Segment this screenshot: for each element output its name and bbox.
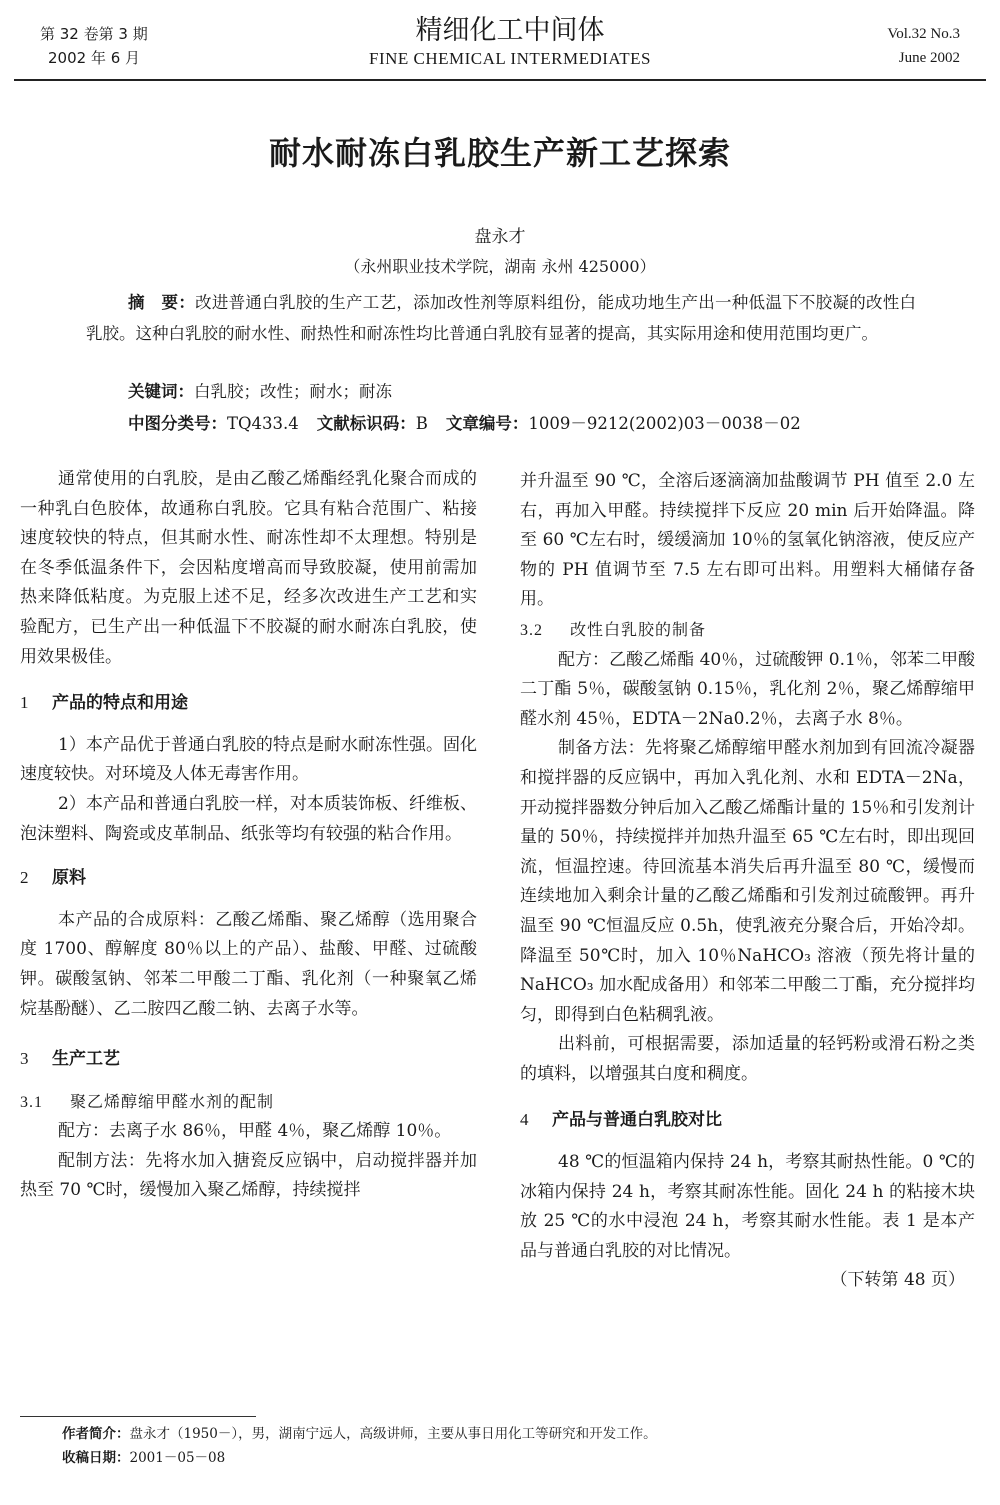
section-3-2-note: 出料前，可根据需要，添加适量的轻钙粉或滑石粉之类的填料，以增强其白度和稠度。 xyxy=(520,1034,975,1084)
article-no-label: 文章编号： xyxy=(445,414,529,433)
article-no-value: 1009－9212(2002)03－0038－02 xyxy=(528,414,801,433)
section-1-paragraph-2: 2）本产品和普通白乳胶一样，对本质装饰板、纤维板、泡沫塑料、陶瓷或皮革制品、纸张等均有较强的粘合作用。 xyxy=(20,793,477,844)
section-3-2-method: 制备方法：先将聚乙烯醇缩甲醛水剂加到有回流冷凝器和搅拌器的反应锅中，再加入乳化剂、水和 EDTA－2Na，开动搅拌器数分钟后加入乙酸乙烯酯计量的 15％和引发剂计量的 50％，持续搅拌并加热升温至 65 ℃左右时，即出现回流，恒温控速。待回流基本消失后再升温至 80 ℃，缓慢而连续地加入剩余计量的乙酸乙烯酯和引发剂过硫酸钾。再升温至 90 ℃恒温反应 0.5h，使乳液充分聚合后，开始冷却。降温至 50℃时，加入 10％NaHCO₃ 溶液（预先将计量的 NaHCO₃ 加水配成备用）和邻苯二甲酸二丁酯，充分搅拌均匀，即得到白色粘稠乳液。 xyxy=(520,738,975,1025)
volume-issue-cn: 第 32 卷第 3 期 xyxy=(40,25,148,43)
body-column-left xyxy=(20,465,477,1206)
section-1-heading: 1 产品的特点和用途 xyxy=(20,693,188,714)
keywords xyxy=(128,378,392,402)
section-1-paragraph-1: 1）本产品优于普通白乳胶的特点是耐水耐冻性强。固化速度较快。对环境及人体无毒害作用。 xyxy=(20,734,477,785)
header-rule xyxy=(14,79,986,81)
section-3-1-method: 配制方法：先将水加入搪瓷反应锅中，启动搅拌器并加热至 70 ℃时，缓慢加入聚乙烯醇，持续搅拌 xyxy=(20,1150,477,1201)
body-column-right xyxy=(520,467,975,1296)
author-name: 盘永才 xyxy=(474,227,526,247)
section-2-heading: 2 原料 xyxy=(20,868,86,889)
continued-paragraph: 并升温至 90 ℃，全溶后逐滴滴加盐酸调节 PH 值至 2.0 左右，再加入甲醛。持续搅拌下反应 20 min 后开始降温。降至 60 ℃左右时，缓缓滴加 10％的氢氧化钠溶液，使反应产物的 PH 值调节至 7.5 左右即可出料。用塑料大桶储存备用。 xyxy=(520,471,975,610)
abstract-label: 摘 要： xyxy=(128,293,196,312)
date-cn: 2002 年 6 月 xyxy=(48,49,141,67)
section-3-heading: 3 生产工艺 xyxy=(20,1049,120,1070)
received-value: 2001－05－08 xyxy=(129,1450,226,1466)
journal-name-cn: 精细化工中间体 xyxy=(415,15,605,46)
intro-paragraph: 通常使用的白乳胶，是由乙酸乙烯酯经乳化聚合而成的一种乳白色胶体，故通称白乳胶。它具有粘合范围广、粘接速度较快的特点，但其耐水性、耐冻性却不太理想。特别是在冬季低温条件下，会因粘度增高而导致胶凝，使用前需加热来降低粘度。为克服上述不足，经多次改进生产工艺和实验配方，已生产出一种低温下不胶凝的耐水耐冻白乳胶，使用效果极佳。 xyxy=(20,469,477,667)
date-en: June 2002 xyxy=(898,50,960,66)
bio-text: 盘永才（1950－），男，湖南宁远人，高级讲师，主要从事日用化工等研究和开发工作。 xyxy=(129,1426,657,1442)
section-4-heading: 4 产品与普通白乳胶对比 xyxy=(520,1110,722,1131)
volume-issue-en: Vol.32 No.3 xyxy=(887,26,960,42)
footnote-rule xyxy=(20,1416,256,1417)
journal-name-en: FINE CHEMICAL INTERMEDIATES xyxy=(368,49,652,68)
doc-code-label: 文献标识码： xyxy=(316,414,416,433)
article-title: 耐水耐冻白乳胶生产新工艺探索 xyxy=(268,134,731,172)
doc-code-value: B xyxy=(415,414,428,433)
author-bio xyxy=(62,1424,657,1444)
bio-label: 作者简介： xyxy=(62,1426,130,1442)
clc-label: 中图分类号： xyxy=(128,414,227,433)
received-label: 收稿日期： xyxy=(62,1450,130,1466)
section-2-paragraph: 本产品的合成原料：乙酸乙烯酯、聚乙烯醇（选用聚合度 1700、醇解度 80％以上的产品）、盐酸、甲醛、过硫酸钾。碳酸氢钠、邻苯二甲酸二丁酯、乳化剂（一种聚氧乙烯烷基酚醚）、乙二胺四乙酸二钠、去离子水等。 xyxy=(20,909,477,1019)
journal-header xyxy=(300,14,720,70)
continued-note: （下转第 48 页） xyxy=(830,1270,965,1291)
clc-value: TQ433.4 xyxy=(227,414,299,433)
header-left xyxy=(40,22,148,70)
classification-line xyxy=(128,410,801,434)
abstract xyxy=(86,287,916,349)
author-affiliation: （永州职业技术学院，湖南 永州 425000） xyxy=(344,257,656,276)
keywords-text: 白乳胶；改性；耐水；耐冻 xyxy=(194,382,392,401)
keywords-label: 关键词： xyxy=(128,382,194,401)
section-3-1-heading: 3.1 聚乙烯醇缩甲醛水剂的配制 xyxy=(20,1091,275,1111)
section-4-paragraph: 48 ℃的恒温箱内保持 24 h，考察其耐热性能。0 ℃的冰箱内保持 24 h，考察其耐冻性能。固化 24 h 的粘接木块放 25 ℃的水中浸泡 24 h，考察其耐水性能。表 1 是本产品与普通白乳胶的对比情况。 xyxy=(520,1152,975,1261)
header-right xyxy=(887,22,960,70)
section-3-2-heading: 3.2 改性白乳胶的制备 xyxy=(520,619,707,639)
abstract-text: 改进普通白乳胶的生产工艺，添加改性剂等原料组份，能成功地生产出一种低温下不胶凝的改性白乳胶。这种白乳胶的耐水性、耐热性和耐冻性均比普通白乳胶有显著的提高，其实际用途和使用范围均更广。 xyxy=(86,293,917,343)
received-date xyxy=(62,1448,225,1468)
section-3-2-formula: 配方：乙酸乙烯酯 40％，过硫酸钾 0.1％，邻苯二甲酸二丁酯 5％，碳酸氢钠 0.15％，乳化剂 2％，聚乙烯醇缩甲醛水剂 45％，EDTA－2Na0.2％，去离子水 8％。 xyxy=(520,649,975,729)
section-3-1-formula: 配方：去离子水 86％，甲醛 4％，聚乙烯醇 10％。 xyxy=(58,1121,452,1142)
